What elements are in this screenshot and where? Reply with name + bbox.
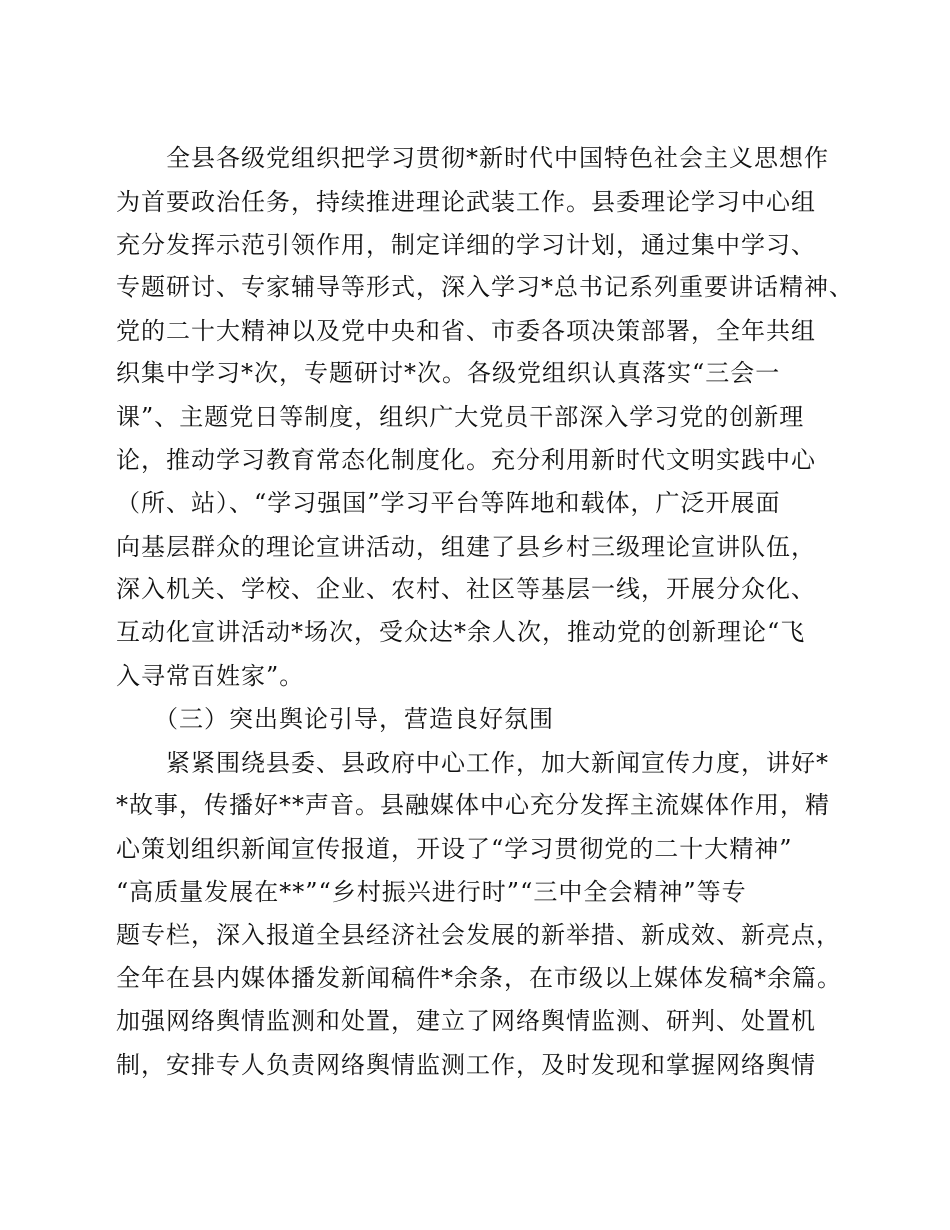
paragraph-line: 加强网络舆情监测和处置，建立了网络舆情监测、研判、处置机 [116, 1007, 816, 1035]
paragraph-line: 紧紧围绕县委、县政府中心工作，加大新闻宣传力度，讲好* [116, 749, 829, 777]
paragraph-line: 心策划组织新闻宣传报道，开设了“学习贯彻党的二十大精神” [116, 835, 793, 863]
paragraph-line: （所、站）、“学习强国”学习平台等阵地和载体，广泛开展面 [116, 489, 781, 517]
paragraph-line: 深入机关、学校、企业、农村、社区等基层一线，开展分众化、 [116, 575, 816, 603]
paragraph-line: 入寻常百姓家”。 [116, 662, 305, 690]
paragraph-line: 全年在县内媒体播发新闻稿件*余条，在市级以上媒体发稿*余篇。 [116, 964, 842, 992]
section-heading: （三）突出舆论引导，营造良好氛围 [116, 705, 554, 733]
paragraph-line: 制，安排专人负责网络舆情监测工作，及时发现和掌握网络舆情 [116, 1051, 816, 1079]
paragraph-line: 课”、主题党日等制度，组织广大党员干部深入学习党的创新理 [116, 403, 805, 431]
paragraph-line: 党的二十大精神以及党中央和省、市委各项决策部署，全年共组 [116, 317, 816, 345]
paragraph-line: 充分发挥示范引领作用，制定详细的学习计划，通过集中学习、 [116, 231, 816, 259]
paragraph-line: “高质量发展在**”“乡村振兴进行时”“三中全会精神”等专 [116, 878, 747, 906]
paragraph-line: 全县各级党组织把学习贯彻*新时代中国特色社会主义思想作 [116, 144, 829, 172]
paragraph-line: 题专栏，深入报道全县经济社会发展的新举措、新成效、新亮点， [116, 921, 841, 949]
paragraph-line: 专题研讨、专家辅导等形式，深入学习*总书记系列重要讲话精神、 [116, 273, 854, 301]
paragraph-line: 互动化宣讲活动*场次，受众达*余人次，推动党的创新理论“飞 [116, 618, 806, 646]
paragraph-line: 为首要政治任务，持续推进理论武装工作。县委理论学习中心组 [116, 188, 816, 216]
paragraph-line: 向基层群众的理论宣讲活动，组建了县乡村三级理论宣讲队伍， [116, 533, 816, 561]
paragraph-line: 织集中学习*次，专题研讨*次。各级党组织认真落实“三会一 [116, 359, 781, 387]
paragraph-line: 论，推动学习教育常态化制度化。充分利用新时代文明实践中心 [116, 446, 816, 474]
paragraph-line: *故事，传播好**声音。县融媒体中心充分发挥主流媒体作用，精 [116, 791, 830, 819]
